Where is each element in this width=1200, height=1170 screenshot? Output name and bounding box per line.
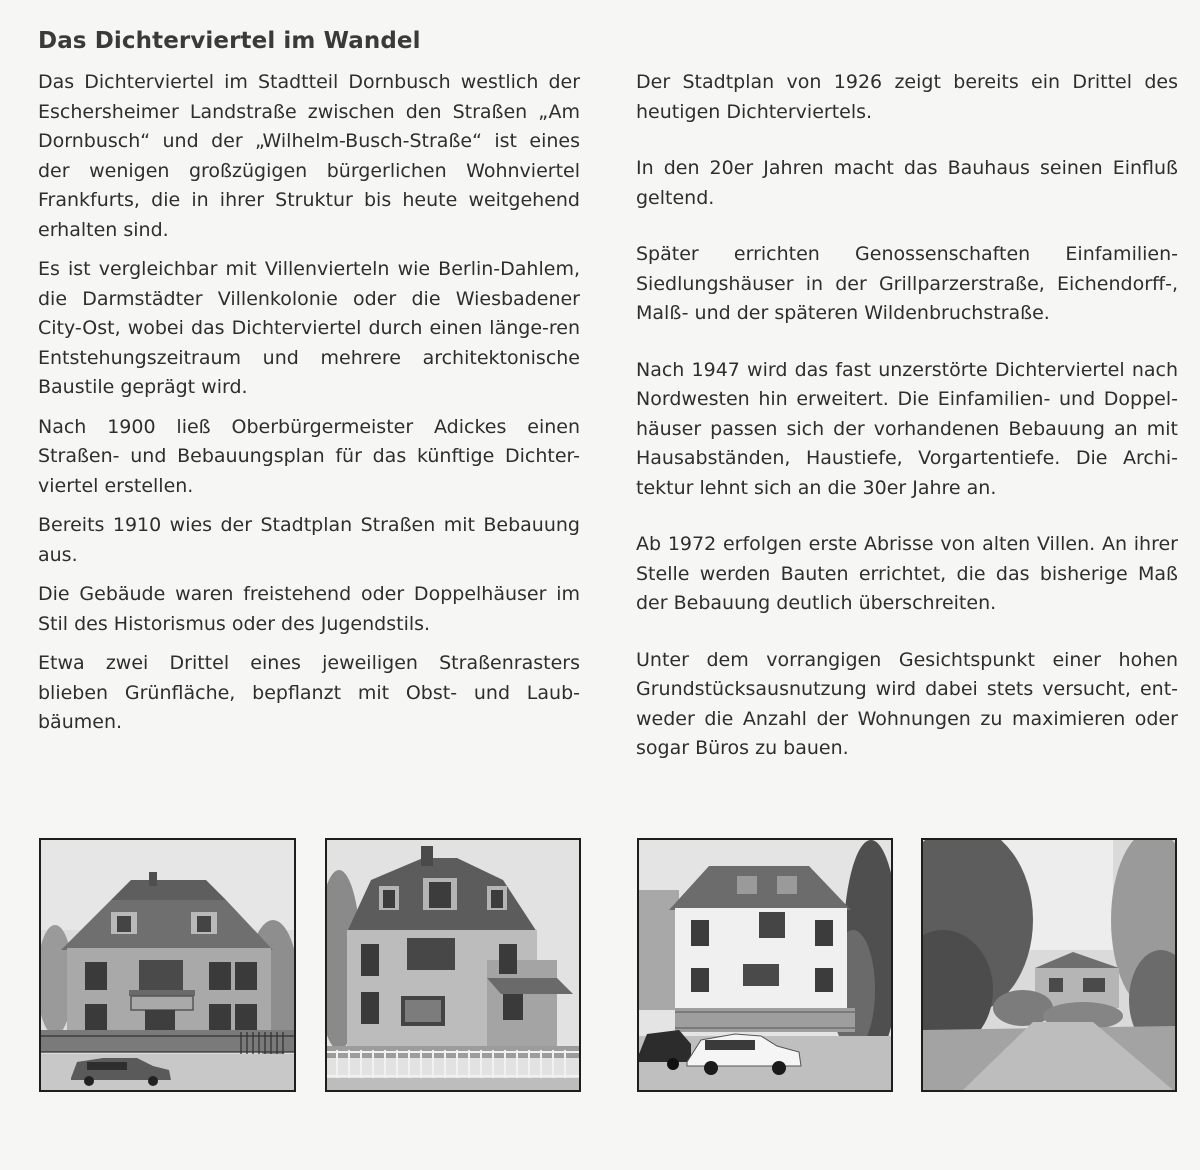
paragraph: Es ist vergleichbar mit Villenvierteln wie Berlin-Dahlem, die Darmstädter Villenkolonie oder die Wiesbadener City-Ost, wobei das Dichterviertel durch einen länge-ren Entstehungszeitraum und mehrere architektonische Baustile geprägt wird. [38,258,580,398]
villa-photo-1-image [41,840,294,1090]
paragraph: Nach 1947 wird das fast unzerstörte Dichterviertel nach Nordwesten hin erweitert. Die Einfamilien- und Doppel-häuser passen sich der vorhandenen Bebauung an mit Hausabständen, Haustiefe, Vorgartentiefe. Die Archi-tektur lehnt sich an die 30er Jahre an. [636,358,1178,499]
paragraph: Der Stadtplan von 1926 zeigt bereits ein Drittel des heutigen Dichterviertels. [636,71,1178,123]
paragraph: Bereits 1910 wies der Stadtplan Straßen mit Bebauung aus. [38,514,580,566]
paragraph: Die Gebäude waren freistehend oder Doppelhäuser im Stil des Historismus oder des Jugendstils. [38,583,580,635]
villa-photo-4-image [923,840,1175,1090]
paragraph: Ab 1972 erfolgen erste Abrisse von alten Villen. An ihrer Stelle werden Bauten errichtet, die das bisherige Maß der Bebauung deutlich überschreiten. [636,533,1178,614]
paragraph: Später errichten Genossenschaften Einfamilien-Siedlungshäuser in der Grillparzerstraße, Eichendorff-, Malß- und der späteren Wildenbruchstraße. [636,243,1178,324]
paragraph: Unter dem vorrangigen Gesichtspunkt einer hohen Grundstücksausnutzung wird dabei stets versucht, ent-weder die Anzahl der Wohnungen zu maximieren oder sogar Büros zu bauen. [636,648,1178,759]
paragraph: Das Dichterviertel im Stadtteil Dornbusch westlich der Eschersheimer Landstraße zwischen den Straßen „Am Dornbusch“ und der „Wilhelm-Busch-Straße“ ist eines der wenigen großzügigen bürgerlichen Wohnviertel Frankfurts, die in ihrer Struktur bis heute weitgehend erhalten sind. [38,71,580,241]
villa-photo-4 [921,838,1177,1092]
villa-photo-2 [325,838,581,1092]
right-text-column [636,68,1178,791]
left-text-column [38,68,580,748]
villa-photo-3 [637,838,893,1092]
villa-photo-3-image [639,840,891,1090]
paragraph: In den 20er Jahren macht das Bauhaus seinen Einfluß geltend. [636,157,1178,209]
villa-photo-2-image [327,840,579,1090]
paragraph: Nach 1900 ließ Oberbürgermeister Adickes einen Straßen- und Bebauungsplan für das künftige Dichter-viertel erstellen. [38,415,580,497]
villa-photo-1 [39,838,296,1092]
page-title: Das Dichterviertel im Wandel [38,28,421,54]
paragraph: Etwa zwei Drittel eines jeweiligen Straßenrasters blieben Grünfläche, bepflanzt mit Obst- und Laub-bäumen. [38,652,580,733]
